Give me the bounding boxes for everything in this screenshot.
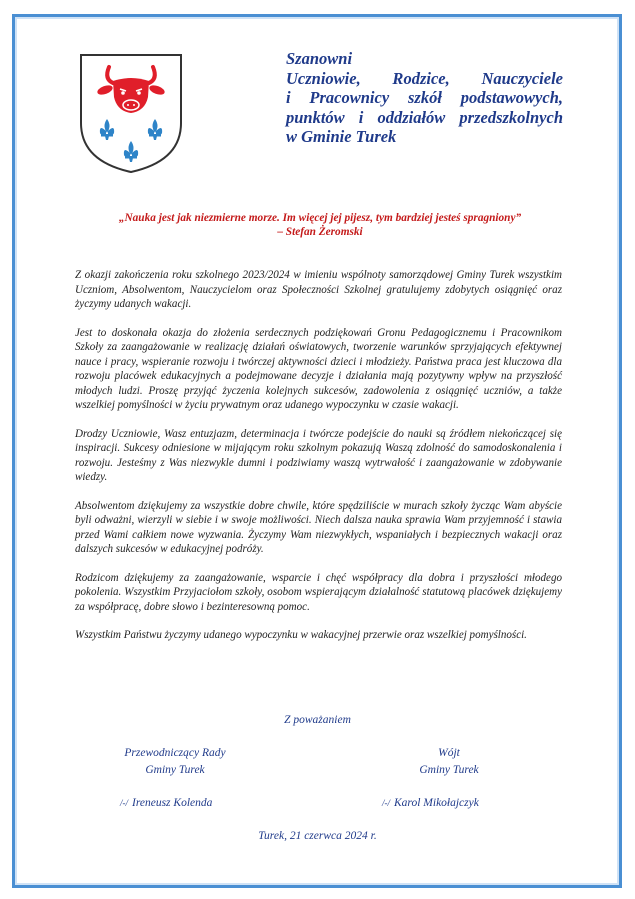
paragraph: Absolwentom dziękujemy za wszystkie dobre chwile, które spędziliście w murach szkoły życząc Wam abyście byli odważni, wierzyli w siebie i w swoje możliwości. Niech dalsza nauka sprawia Wam przyjemność i stawia przed Wami całkiem nowe wyzwania. Życzymy Wam niezwykłych, wspaniałych i bezpiecznych wakacji oraz dalszych sukcesów w edukacyjnej podróży. xyxy=(75,499,562,555)
letter-body xyxy=(75,268,562,657)
signature-marker: /-/ xyxy=(382,798,390,808)
signature-right-title-line1: Wójt xyxy=(438,747,460,759)
paragraph: Jest to doskonała okazja do złożenia serdecznych podziękowań Gronu Pedagogicznemu i Pracownikom Szkoły za zaangażowanie w realizację działań oświatowych, tworzenie warunków sprzyjających efektywnej nauce i pracy, wspieranie rozwoju i twórczej aktywności dzieci i młodzieży. Państwa praca jest kluczowa dla rozwoju placówek edukacyjnych a podejmowane decyzje i działania mają pozytywny wpływ na przyszłość młodych ludzi. Proszę przyjąć życzenia kolejnych sukcesów, zadowolenia z osiągnięć uczniów, a także wszelkiej pomyślności w życiu prywatnym oraz udanego wypoczynku w czasie wakacji. xyxy=(75,326,562,411)
signature-left-title xyxy=(100,745,250,779)
greeting-heading xyxy=(286,49,563,147)
heading-line: Uczniowie, Rodzice, Nauczyciele xyxy=(286,68,563,88)
heading-line: i Pracownicy szkół podstawowych, xyxy=(286,88,563,107)
closing-phrase: Z poważaniem xyxy=(284,714,351,726)
heading-line: Szanowni xyxy=(286,49,353,68)
quote-text: „Nauka jest jak niezmierne morze. Im więcej jej pijesz, tym bardziej jesteś spragniony” xyxy=(118,212,522,224)
coat-of-arms-icon xyxy=(79,53,183,174)
signature-marker: /-/ xyxy=(120,798,128,808)
signature-left-title-line1: Przewodniczący Rady xyxy=(124,747,226,759)
paragraph: Rodzicom dziękujemy za zaangażowanie, wsparcie i chęć współpracy dla dobra i przyszłości młodego pokolenia. Wszystkim Przyjaciołom szkoły, osobom wspierającym działalność statutową placówek dziękujemy za współpracę, dobre słowo i bezinteresowną pomoc. xyxy=(75,571,562,613)
heading-line: w Gminie Turek xyxy=(286,127,397,146)
signature-right-title xyxy=(384,745,514,779)
signature-right-name xyxy=(382,797,479,809)
signature-left-title-line2: Gminy Turek xyxy=(145,764,205,776)
signature-right-title-line2: Gminy Turek xyxy=(419,764,479,776)
heading-line: punktów i oddziałów przedszkolnych xyxy=(286,107,563,127)
paragraph: Z okazji zakończenia roku szkolnego 2023/2024 w imieniu wspólnoty samorządowej Gminy Turek wszystkim Uczniom, Absolwentom, Nauczycielom oraz Społeczności Szkolnej gratulujemy zdobytych osiągnięć oraz życzymy udanych wakacji. xyxy=(75,269,562,310)
place-date: Turek, 21 czerwca 2024 r. xyxy=(258,830,377,842)
signature-left-name xyxy=(120,797,212,809)
quote-author: – Stefan Żeromski xyxy=(277,226,363,238)
signature-name: Karol Mikołajczyk xyxy=(394,797,479,809)
paragraph: Drodzy Uczniowie, Wasz entuzjazm, determinacja i twórcze podejście do nauki są źródłem niekończącej się inspiracji. Sukcesy odniesione w mijającym roku szkolnym pokazują Waszą zdolność do samodoskonalenia i rozwoju. Jesteśmy z Was niezwykle dumni i podziwiamy waszą wytrwałość i zaangażowanie w zdobywanie wiedzy. xyxy=(75,427,562,483)
signature-name: Ireneusz Kolenda xyxy=(132,797,213,809)
paragraph: Wszystkim Państwu życzymy udanego wypoczynku w wakacyjnej przerwie oraz wszelkiej pomyślności. xyxy=(75,629,527,641)
quote xyxy=(70,211,570,239)
